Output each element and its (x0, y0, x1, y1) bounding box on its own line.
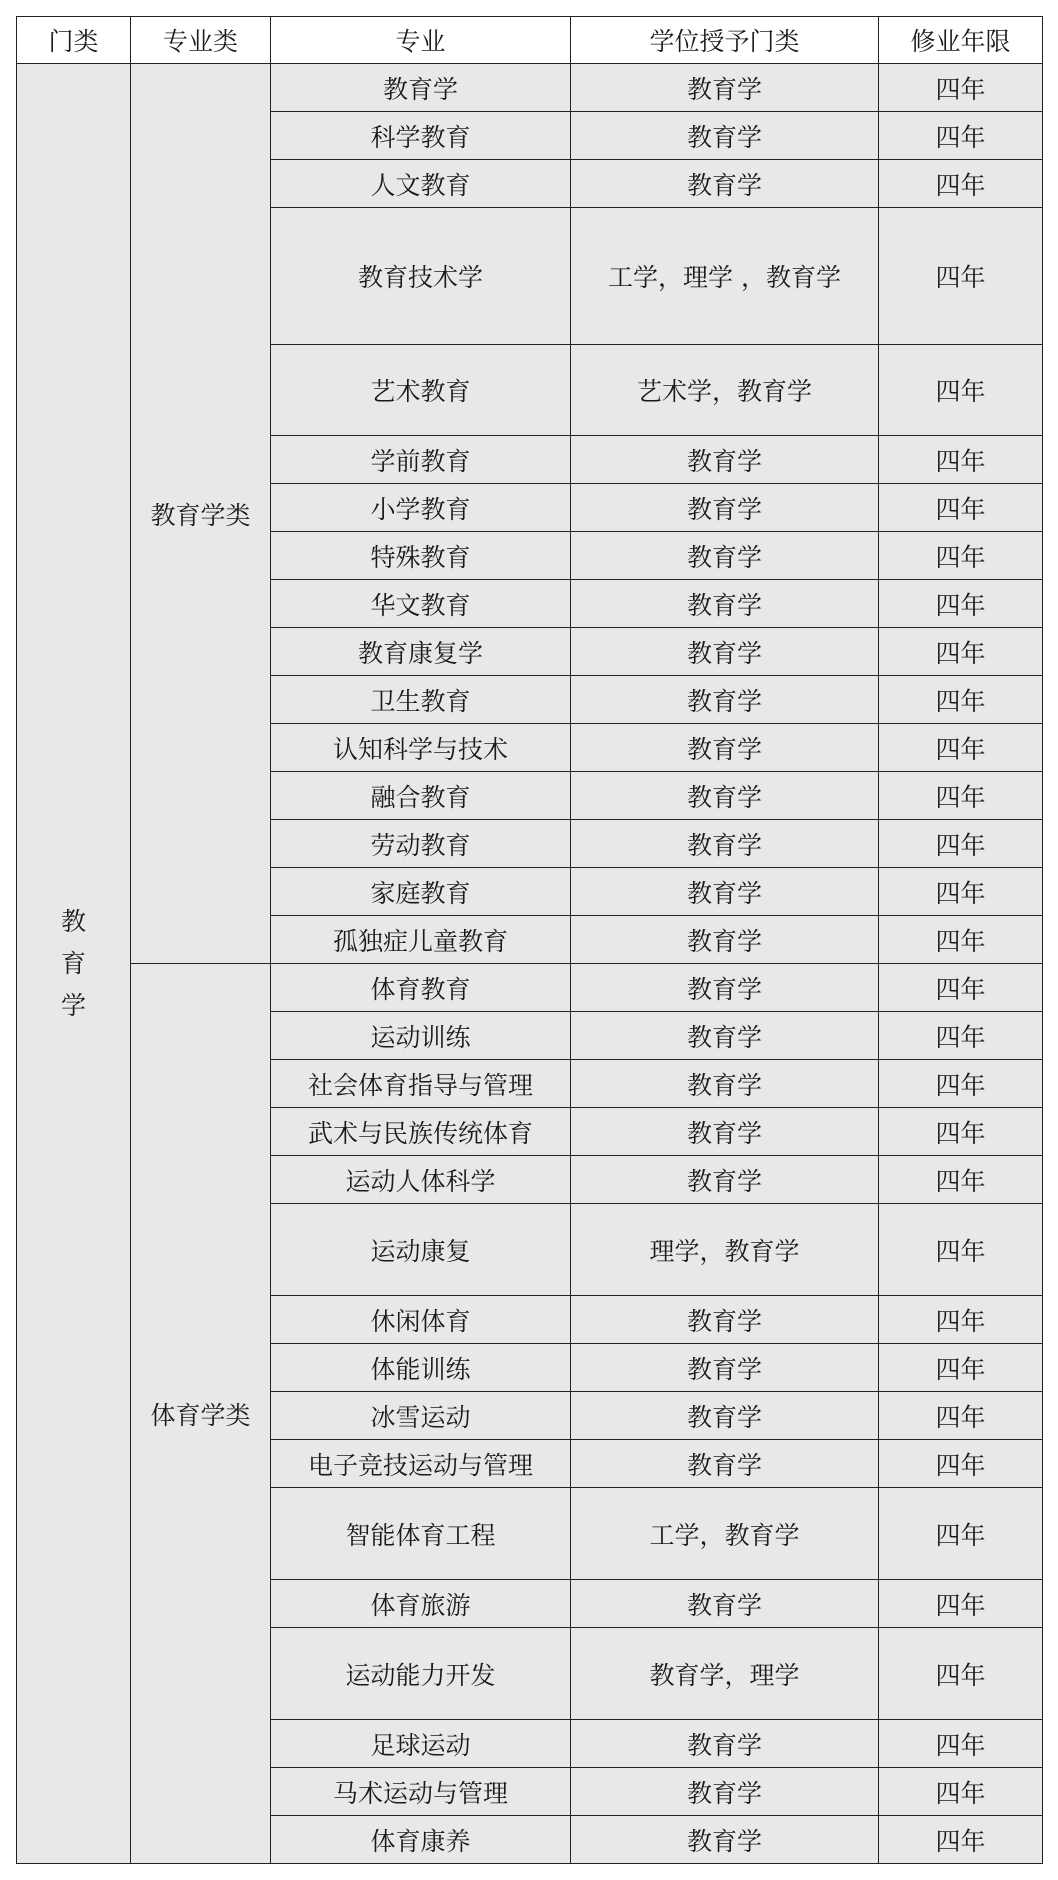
major-cell: 教育技术学 (271, 208, 571, 345)
years-cell: 四年 (879, 436, 1043, 484)
major-cell: 智能体育工程 (271, 1488, 571, 1580)
major-cell: 休闲体育 (271, 1296, 571, 1344)
header-zhuanye: 专业 (271, 17, 571, 64)
years-cell: 四年 (879, 580, 1043, 628)
years-cell: 四年 (879, 1108, 1043, 1156)
years-cell: 四年 (879, 1204, 1043, 1296)
years-cell: 四年 (879, 1628, 1043, 1720)
years-cell: 四年 (879, 345, 1043, 436)
years-cell: 四年 (879, 1488, 1043, 1580)
degree-cell: 教育学 (571, 772, 879, 820)
major-cell: 认知科学与技术 (271, 724, 571, 772)
degree-cell: 教育学 (571, 1344, 879, 1392)
degree-cell: 教育学，理学 (571, 1628, 879, 1720)
degree-cell: 教育学 (571, 628, 879, 676)
major-cell: 卫生教育 (271, 676, 571, 724)
degree-cell: 教育学 (571, 868, 879, 916)
years-cell: 四年 (879, 1060, 1043, 1108)
degree-cell: 教育学 (571, 532, 879, 580)
years-cell: 四年 (879, 484, 1043, 532)
degree-cell: 艺术学，教育学 (571, 345, 879, 436)
degree-cell: 理学，教育学 (571, 1204, 879, 1296)
years-cell: 四年 (879, 208, 1043, 345)
menlei-char: 学 (60, 990, 86, 1020)
major-cell: 家庭教育 (271, 868, 571, 916)
major-cell: 科学教育 (271, 112, 571, 160)
degree-cell: 教育学 (571, 64, 879, 112)
degree-cell: 教育学 (571, 1816, 879, 1864)
years-cell: 四年 (879, 1392, 1043, 1440)
years-cell: 四年 (879, 724, 1043, 772)
table-row (17, 964, 1043, 1012)
years-cell: 四年 (879, 1156, 1043, 1204)
major-cell: 特殊教育 (271, 532, 571, 580)
menlei-char: 教 (60, 906, 86, 936)
zhuanyelei-cell: 体育学类 (131, 964, 271, 1864)
degree-cell: 教育学 (571, 484, 879, 532)
years-cell: 四年 (879, 1440, 1043, 1488)
menlei-cell (17, 64, 131, 1864)
years-cell: 四年 (879, 1768, 1043, 1816)
major-cell: 学前教育 (271, 436, 571, 484)
header-zhuanyelei: 专业类 (131, 17, 271, 64)
major-cell: 华文教育 (271, 580, 571, 628)
years-cell: 四年 (879, 820, 1043, 868)
major-cell: 社会体育指导与管理 (271, 1060, 571, 1108)
major-cell: 体育旅游 (271, 1580, 571, 1628)
degree-cell: 教育学 (571, 1296, 879, 1344)
table-body (17, 64, 1043, 1864)
degree-cell: 教育学 (571, 1392, 879, 1440)
degree-cell: 教育学 (571, 1720, 879, 1768)
majors-table-container (16, 16, 1042, 1864)
major-cell: 武术与民族传统体育 (271, 1108, 571, 1156)
degree-cell: 教育学 (571, 964, 879, 1012)
major-cell: 马术运动与管理 (271, 1768, 571, 1816)
years-cell: 四年 (879, 868, 1043, 916)
degree-cell: 教育学 (571, 1012, 879, 1060)
years-cell: 四年 (879, 1296, 1043, 1344)
degree-cell: 教育学 (571, 580, 879, 628)
years-cell: 四年 (879, 1580, 1043, 1628)
major-cell: 人文教育 (271, 160, 571, 208)
degree-cell: 教育学 (571, 916, 879, 964)
years-cell: 四年 (879, 916, 1043, 964)
degree-cell: 教育学 (571, 1060, 879, 1108)
years-cell: 四年 (879, 964, 1043, 1012)
years-cell: 四年 (879, 160, 1043, 208)
major-cell: 足球运动 (271, 1720, 571, 1768)
years-cell: 四年 (879, 1344, 1043, 1392)
years-cell: 四年 (879, 772, 1043, 820)
years-cell: 四年 (879, 1816, 1043, 1864)
degree-cell: 教育学 (571, 1156, 879, 1204)
major-cell: 运动训练 (271, 1012, 571, 1060)
years-cell: 四年 (879, 628, 1043, 676)
years-cell: 四年 (879, 1012, 1043, 1060)
degree-cell: 教育学 (571, 676, 879, 724)
major-cell: 艺术教育 (271, 345, 571, 436)
major-cell: 运动人体科学 (271, 1156, 571, 1204)
major-cell: 教育康复学 (271, 628, 571, 676)
degree-cell: 工学，教育学 (571, 1488, 879, 1580)
zhuanyelei-cell: 教育学类 (131, 64, 271, 964)
header-years: 修业年限 (879, 17, 1043, 64)
degree-cell: 教育学 (571, 820, 879, 868)
header-degree: 学位授予门类 (571, 17, 879, 64)
major-cell: 体育康养 (271, 1816, 571, 1864)
degree-cell: 教育学 (571, 436, 879, 484)
years-cell: 四年 (879, 532, 1043, 580)
major-cell: 电子竞技运动与管理 (271, 1440, 571, 1488)
degree-cell: 教育学 (571, 160, 879, 208)
degree-cell: 教育学 (571, 1580, 879, 1628)
degree-cell: 工学，理学 ，教育学 (571, 208, 879, 345)
major-cell: 孤独症儿童教育 (271, 916, 571, 964)
major-cell: 冰雪运动 (271, 1392, 571, 1440)
years-cell: 四年 (879, 676, 1043, 724)
major-cell: 融合教育 (271, 772, 571, 820)
major-cell: 体育教育 (271, 964, 571, 1012)
majors-table (16, 16, 1043, 1864)
major-cell: 运动能力开发 (271, 1628, 571, 1720)
degree-cell: 教育学 (571, 724, 879, 772)
major-cell: 劳动教育 (271, 820, 571, 868)
header-menlei: 门类 (17, 17, 131, 64)
menlei-char: 育 (60, 948, 86, 978)
degree-cell: 教育学 (571, 1108, 879, 1156)
table-row (17, 64, 1043, 112)
degree-cell: 教育学 (571, 112, 879, 160)
years-cell: 四年 (879, 1720, 1043, 1768)
years-cell: 四年 (879, 64, 1043, 112)
major-cell: 运动康复 (271, 1204, 571, 1296)
header-row (17, 17, 1043, 64)
major-cell: 体能训练 (271, 1344, 571, 1392)
years-cell: 四年 (879, 112, 1043, 160)
major-cell: 教育学 (271, 64, 571, 112)
degree-cell: 教育学 (571, 1440, 879, 1488)
degree-cell: 教育学 (571, 1768, 879, 1816)
major-cell: 小学教育 (271, 484, 571, 532)
